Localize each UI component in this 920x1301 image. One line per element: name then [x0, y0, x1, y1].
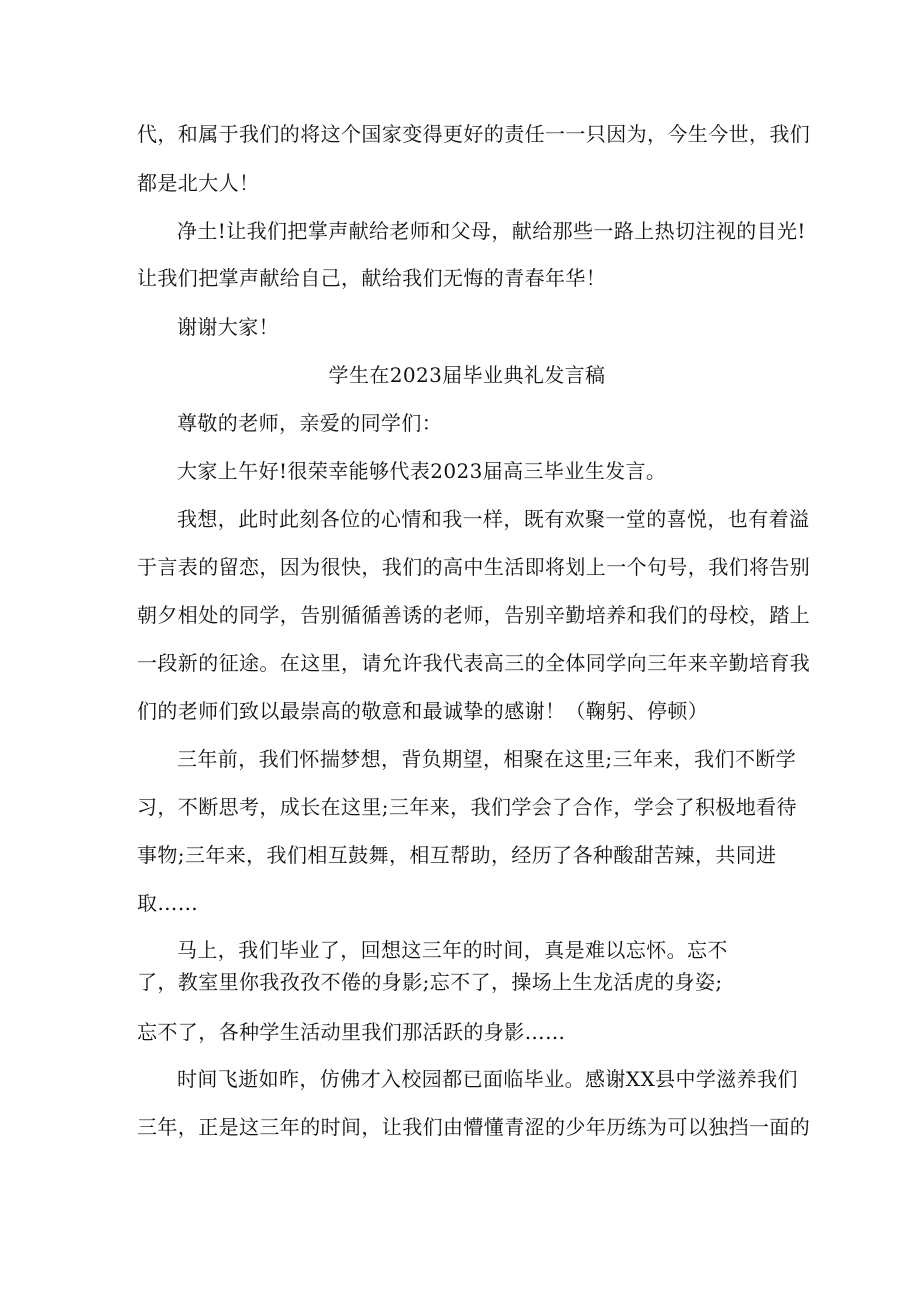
- text-line: 都是北大人！: [137, 171, 260, 195]
- text-line: 代，和属于我们的将这个国家变得更好的责任一一只因为，今生今世，我们: [137, 122, 811, 146]
- text-line: 朝夕相处的同学，告别循循善诱的老师，告别辛勤培养和我们的母校，踏上: [137, 603, 811, 627]
- text-line: 大家上午好!很荣幸能够代表2023届高三毕业生发言。: [177, 459, 667, 483]
- text-line: 我想，此时此刻各位的心情和我一样，既有欢聚一堂的喜悦，也有着溢: [177, 507, 810, 531]
- text-line: 三年前，我们怀揣梦想，背负期望，相聚在这里;三年来，我们不断学: [177, 747, 797, 771]
- text-line: 们的老师们致以最崇高的敬意和最诚挚的感谢！（鞠躬、停顿）: [137, 699, 709, 723]
- text-line: 净土!让我们把掌声献给老师和父母，献给那些一路上热切注视的目光!: [177, 219, 806, 243]
- text-line: 了，教室里你我孜孜不倦的身影;忘不了，操场上生龙活虎的身姿;: [137, 970, 723, 994]
- text-line: 忘不了，各种学生活动里我们那活跃的身影……: [137, 1020, 566, 1044]
- text-line: 于言表的留恋，因为很快，我们的高中生活即将划上一个句号，我们将告别: [137, 555, 811, 579]
- text-line: 事物;三年来，我们相互鼓舞，相互帮助，经历了各种酸甜苦辣，共同进: [137, 843, 777, 867]
- text-line: 谢谢大家！: [177, 315, 279, 339]
- text-line: 三年，正是这三年的时间，让我们由懵懂青涩的少年历练为可以独挡一面的: [137, 1115, 811, 1139]
- text-line: 时间飞逝如昨，仿佛才入校园都已面临毕业。感谢XX县中学滋养我们: [177, 1067, 798, 1091]
- text-line: 马上，我们毕业了，回想这三年的时间，真是难以忘怀。忘不: [177, 938, 728, 962]
- text-line: 取……: [137, 891, 199, 915]
- section-title: 学生在2023届毕业典礼发言稿: [328, 363, 606, 387]
- text-line: 让我们把掌声献给自己，献给我们无悔的青春年华！: [137, 266, 607, 290]
- text-line: 一段新的征途。在这里，请允许我代表高三的全体同学向三年来辛勤培育我: [137, 651, 811, 675]
- text-line: 尊敬的老师，亲爱的同学们：: [177, 411, 443, 435]
- text-line: 习，不断思考，成长在这里;三年来，我们学会了合作，学会了积极地看待: [137, 795, 797, 819]
